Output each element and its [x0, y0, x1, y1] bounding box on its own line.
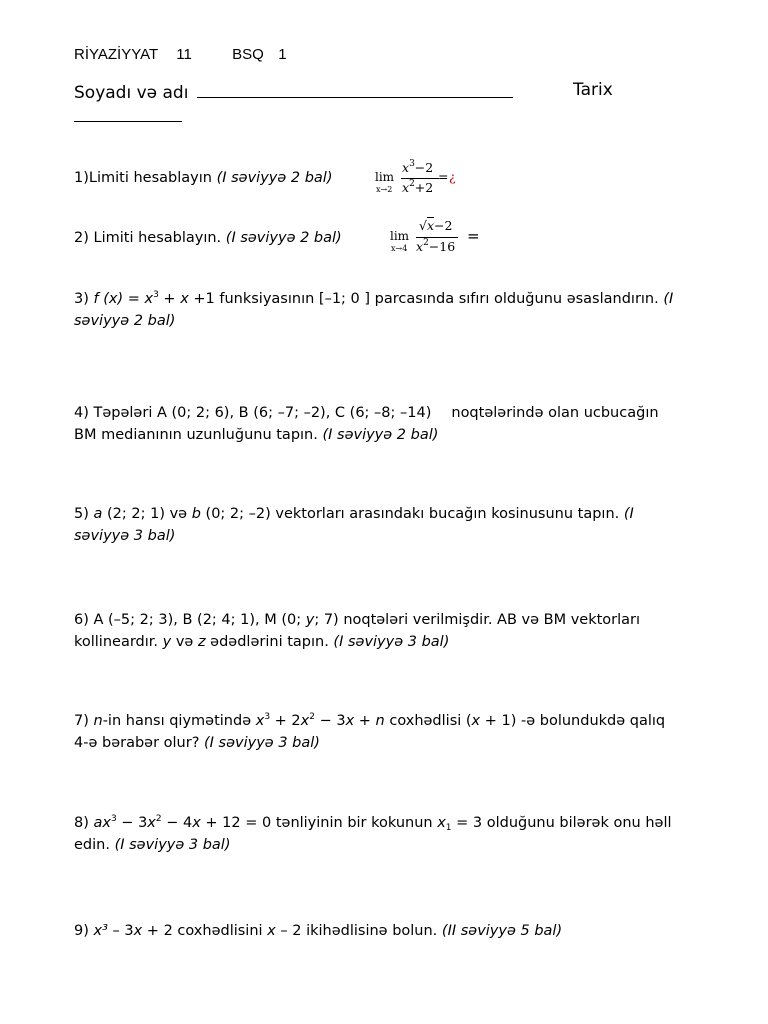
question-3: 3) f $(x) = x^3 + x +1$ funksiyasının [–1; 0 ] parcasında sıfırı olduğunu əsaslandırın. (I	[74, 290, 674, 307]
question-8: 8) $ax^3 - 3x^2 - 4x + 12 = 0$ tənliyinin bir kokunun $x_1 = 3$ olduğunu bilərək onu həll	[74, 814, 672, 833]
subject-label: RİYAZİYYAT	[74, 46, 158, 63]
question-text: Limiti hesablayın.	[93, 230, 222, 246]
question-5-level: səviyyə 3 bal)	[74, 528, 176, 544]
question-1: 1)Limiti hesablayın (I səviyyə 2 bal)	[74, 170, 333, 186]
name-blank[interactable]	[197, 80, 513, 98]
question-level: (I səviyyə 2 bal)	[225, 230, 342, 246]
name-label: Soyadı və adı	[74, 83, 189, 103]
question-9: 9) x³ – 3x + 2 coxhədlisini x – 2 ikihədlisinə bolun. (II səviyyə 5 bal)	[74, 923, 563, 939]
grade-label: 11	[176, 46, 192, 63]
question-8-line2: edin. (I səviyyə 3 bal)	[74, 837, 231, 853]
question-5: 5) a (2; 2; 1) və b (0; 2; –2) vektorları arasındakı bucağın kosinusunu tapın. (I	[74, 506, 634, 522]
question-6-line2: kollineardır. y və z ədədlərini tapın. (I səviyyə 3 bal)	[74, 634, 450, 650]
unknown-glyph: ¿	[449, 169, 456, 184]
question-level: (I səviyyə 2 bal)	[216, 170, 333, 186]
question-text: Limiti hesablayın	[88, 170, 212, 186]
student-name-line	[74, 80, 513, 103]
question-3-level: səviyyə 2 bal)	[74, 313, 176, 329]
question-level: (II səviyyə 5 bal)	[441, 923, 563, 939]
header-line	[74, 46, 287, 63]
date-label: Tarix	[573, 80, 613, 100]
question-4: 4) Təpələri A (0; 2; 6), B (6; –7; –2), C (6; –8; –14) noqtələrində olan ucbucağın	[74, 405, 659, 421]
limit-expression-2: lim x→4 √x−2 $x^2-16$ =	[390, 218, 480, 254]
question-level: (I səviyyə 2 bal)	[322, 427, 439, 443]
question-7: 7) n-in hansı qiymətində $x^3 + 2x^2 - 3x + n$ coxhədlisi (x + 1) -ə bolundukdə qalıq	[74, 712, 666, 729]
question-6: 6) A (–5; 2; 3), B (2; 4; 1), M (0; y; 7) noqtələri verilmişdir. AB və BM vektorları	[74, 612, 641, 628]
question-level: (I səviyyə 3 bal)	[114, 837, 231, 853]
limit-expression-1: lim x→2 $x^3-2$ $x^2+2$ = ¿	[375, 159, 456, 195]
test-label: BSQ	[232, 46, 264, 63]
test-number: 1	[278, 46, 287, 63]
question-4-line2: BM medianının uzunluğunu tapın. (I səviyyə 2 bal)	[74, 427, 439, 443]
question-7-line2: 4-ə bərabər olur? (I səviyyə 3 bal)	[74, 735, 320, 751]
question-level: (I səviyyə 3 bal)	[204, 735, 320, 751]
question-2: 2) Limiti hesablayın. (I səviyyə 2 bal)	[74, 230, 342, 246]
question-level: (I səviyyə 3 bal)	[333, 634, 450, 650]
date-blank[interactable]	[74, 104, 182, 126]
